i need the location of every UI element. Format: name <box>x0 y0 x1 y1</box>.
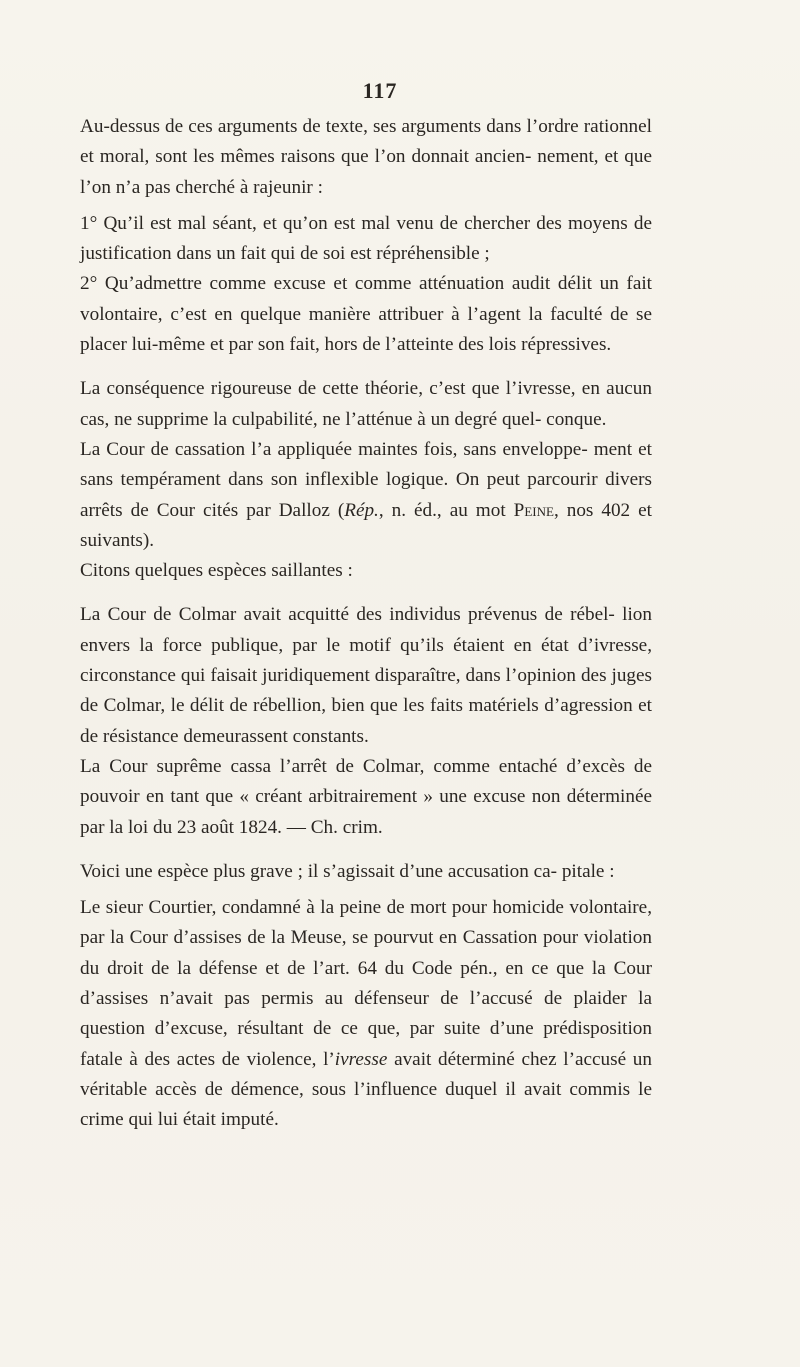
courtier-text: Le sieur Courtier, condamné à la peine de mort pour homicide volontaire, par la Cour d’assises de la Meuse, se pourvut en Cassation pour violation du droit de la défense et de l’art. 64 du Code pén., en ce que la Cour d’assises n’avait pas permis au défenseur de l’accusé de plaider la question d’excuse, résultant de ce que, par suite d’une prédisposition fatale à des actes de violence, l’ <box>80 897 652 1070</box>
paragraph-citons: Citons quelques espèces saillantes : <box>80 560 353 582</box>
body-text <box>80 112 652 1136</box>
peine-word: Peine <box>513 499 554 521</box>
paragraph-courtier <box>80 893 652 1135</box>
cassation-text: La Cour de cassation l’a appliquée maintes fois, sans enveloppe- ment et sans tempérament dans son inflexible logique. On peut parcourir divers arrêts de Cour cités par Dalloz ( <box>80 438 652 521</box>
paragraph-cour-cassation <box>80 435 652 556</box>
paragraph-consequence: La conséquence rigoureuse de cette théorie, c’est que l’ivresse, en aucun cas, ne supprime la culpabilité, ne l’atténue à un degré quel- conque. <box>80 378 652 430</box>
rep-abbrev: Rép. <box>344 499 379 521</box>
rep-suffix: , n. éd., au mot <box>378 499 514 521</box>
courtier-end: avait déterminé chez l’accusé un véritable accès de démence, sous l’influence duquel il avait commis le crime qui lui était imputé. <box>80 1048 652 1131</box>
paragraph-point-2: 2° Qu’admettre comme excuse et comme atténuation audit délit un fait volontaire, c’est en quelque manière attribuer à l’agent la faculté de se placer lui-même et par son fait, hors de l’atteinte des lois répressives. <box>80 273 652 356</box>
paragraph-point-1: 1° Qu’il est mal séant, et qu’on est mal venu de chercher des moyens de justification dans un fait qui de soi est répréhensible ; <box>80 212 652 265</box>
peine-suffix: , nos 402 et suivants). <box>80 499 652 551</box>
paragraph-arguments: Au-dessus de ces arguments de texte, ses arguments dans l’ordre rationnel et moral, sont les mêmes raisons que l’on donnait ancien- nement, et que l’on n’a pas cherché à rajeunir : <box>80 116 652 198</box>
paragraph-colmar: La Cour de Colmar avait acquitté des individus prévenus de rébel- lion envers la force publique, par le motif qu’ils étaient en état d’ivresse, circonstance qui faisait juridiquement disparaître, dans l’opinion des juges de Colmar, le délit de rébellion, bien que les faits matériels d’agression et de résistance demeurassent constants. <box>80 604 652 747</box>
paragraph-cour-supreme: La Cour suprême cassa l’arrêt de Colmar, comme entaché d’excès de pouvoir en tant que « créant arbitrairement » une excuse non déterminée par la loi du 23 août 1824. — Ch. crim. <box>80 755 652 838</box>
paragraph-voici: Voici une espèce plus grave ; il s’agissait d’une accusation ca- pitale : <box>80 860 615 882</box>
page-number: 117 <box>362 78 398 103</box>
ivresse-word: ivresse <box>334 1048 388 1070</box>
